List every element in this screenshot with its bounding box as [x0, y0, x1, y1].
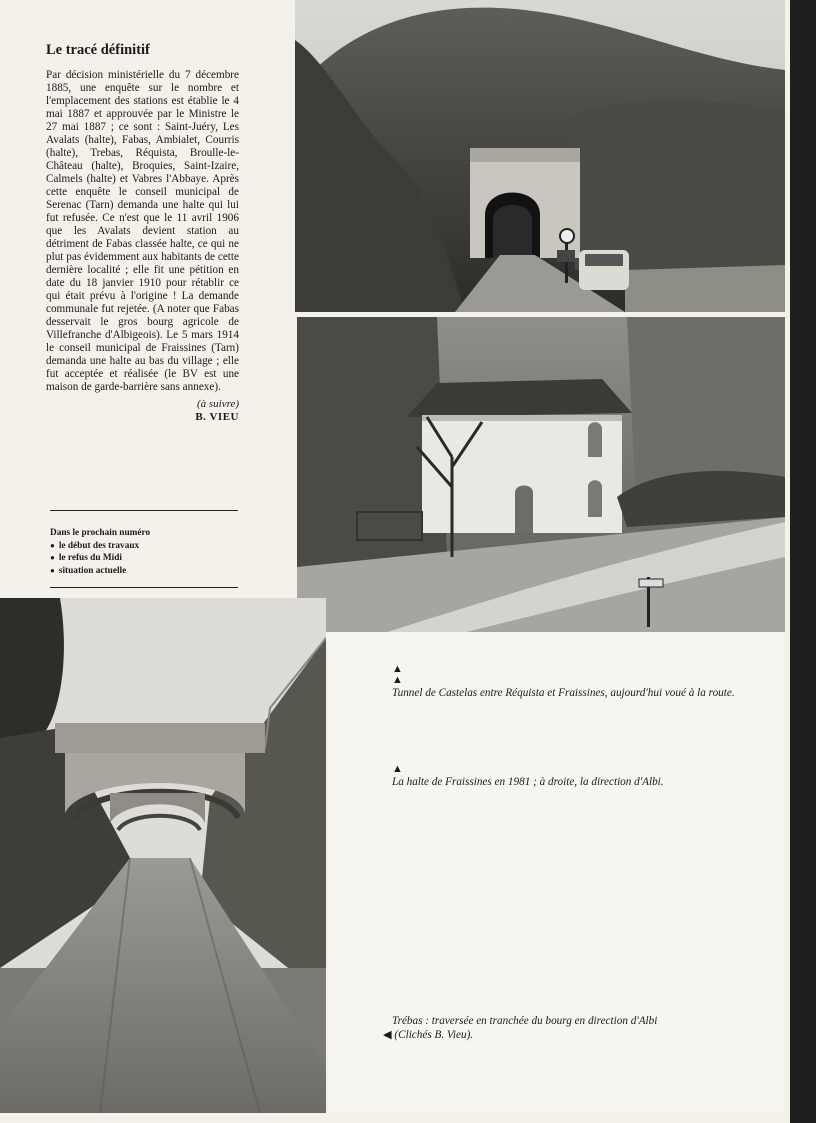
caption-halte: ▲ La halte de Fraissines en 1981 ; à droite, la direction d'Albi. [392, 764, 762, 789]
next-issue-item: ● le début des travaux [50, 540, 238, 553]
up-arrow-icon: ▲ [392, 763, 403, 775]
article [46, 42, 239, 423]
trebas-cutting-photo [0, 598, 326, 1113]
next-issue-heading: Dans le prochain numéro [50, 528, 151, 538]
tunnel-photo [295, 0, 785, 312]
halte-house-photo [297, 317, 785, 632]
up-arrow-icon: ▲ ▲ [392, 663, 403, 686]
next-issue-item: ● situation actuelle [50, 565, 238, 578]
next-issue-box [50, 528, 238, 577]
divider [50, 587, 238, 588]
captions-panel [328, 632, 784, 1112]
to-be-continued: (à suivre) [196, 398, 239, 410]
caption-trebas: Trébas : traversée en tranchée du bourg en direction d'Albi ◀ (Clichés B. Vieu). [383, 1015, 658, 1041]
binding-edge [790, 0, 816, 1123]
next-issue-item: ● le refus du Midi [50, 552, 238, 565]
article-title: Le tracé définitif [46, 42, 150, 58]
article-author: B. VIEU [195, 411, 239, 423]
caption-tunnel: ▲ ▲ Tunnel de Castelas entre Réquista et Fraissines, aujourd'hui voué à la route. [392, 664, 762, 700]
divider [50, 510, 238, 511]
article-body: Par décision ministérielle du 7 décembre 1885, une enquête sur le nombre et l'emplacement des stations est établie le 4 mai 1887 et approuvée par le Ministre le 27 mai 1887 ; ce sont : Saint-Juéry, Les Avalats (halte), Fabas, Ambialet, Courris (halte), Trebas, Réquista, Broulle-le-Château (halte), Broquies, Saint-Izaire, Calmels (halte) et Vabres l'Abbaye. Après cette enquête le conseil municipal de Serenac (Tarn) demanda une halte qui lui fut refusée. Ce n'est que le 11 avril 1906 que les Avalats devient station au détriment de Fabas classée halte, ce qui ne plut pas évidemment aux habitants de cette dernière localité ; elle fit une pétition en date du 18 janvier 1910 pour rétablir ce qui était prévu à l'origine ! La demande communale fut rejetée. (A noter que Fabas desservait le gros bourg agricole de Villefranche d'Albigeois). Le 5 mars 1914 le conseil municipal de Fraissines (Tarn) demanda une halte au bas du village ; elle fut acceptée et réalisée (le BV est une maison de garde-barrière sans annexe). [46, 69, 239, 393]
left-arrow-icon: ◀ [383, 1029, 392, 1041]
